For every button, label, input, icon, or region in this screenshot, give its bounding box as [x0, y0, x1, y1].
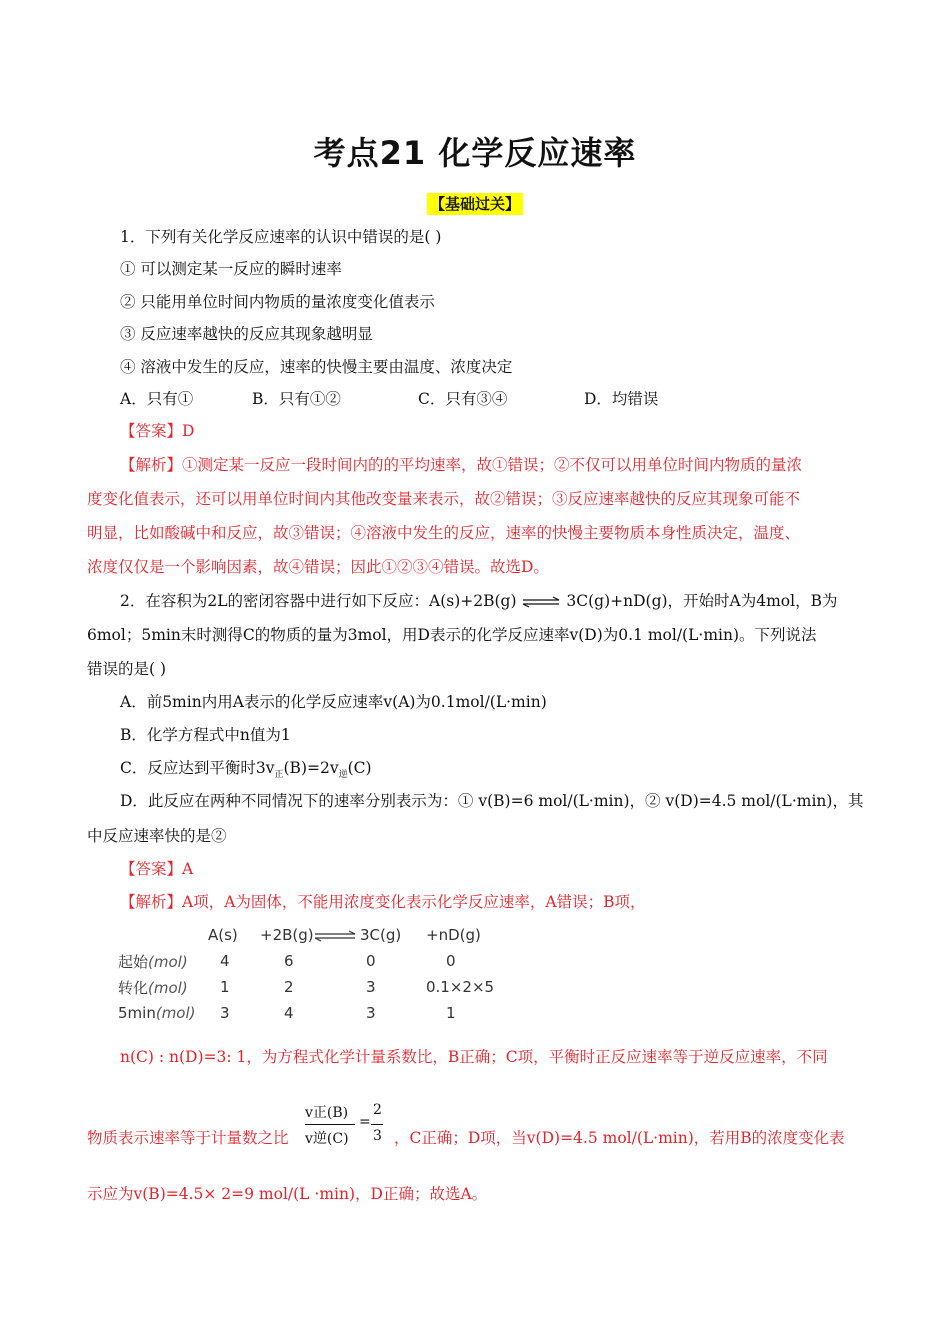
section-badge-wrap	[0, 193, 950, 215]
q2-option-c-sub-forward: 正	[274, 770, 284, 781]
table-header-cell	[260, 922, 360, 948]
q2-option-c-post: (C)	[347, 759, 372, 777]
table-cell: 3	[220, 1004, 230, 1022]
row-unit: (mol)	[148, 978, 188, 997]
q1-option-c: C．只有③④	[418, 390, 508, 408]
row-label-text: 5min	[118, 1004, 156, 1022]
q2-analysis-line-2: n(C) : n(D)=3: 1，为方程式化学计量系数比，B正确；C项，平衡时正反应速率等于逆反应速率，不同	[120, 1048, 828, 1066]
q2-option-c-sub-reverse: 逆	[338, 770, 348, 781]
section-badge: 【基础过关】	[427, 193, 523, 215]
table-cell: 6	[284, 952, 294, 970]
table-row-label	[118, 1000, 208, 1026]
q1-analysis-line-4: 浓度仅仅是一个影响因素，故④错误；因此①②③④错误。故选D。	[87, 558, 549, 576]
q2-stem-part-a: 2．在容积为2L的密闭容器中进行如下反应：A(s)+2B(g)	[120, 592, 517, 610]
table-row	[118, 948, 516, 974]
q2-analysis-line-1: 【解析】A项，A为固体，不能用浓度变化表示化学反应速率，A错误；B项，	[120, 893, 646, 911]
fraction-result-denominator: 3	[373, 1128, 382, 1144]
q1-option-b: B．只有①②	[252, 390, 341, 408]
stoichiometry-table	[118, 922, 516, 1026]
q2-option-b: B．化学方程式中n值为1	[120, 726, 291, 744]
table-header-cell: A(s)	[208, 926, 238, 944]
table-cell: 4	[220, 952, 230, 970]
table-row	[118, 974, 516, 1000]
row-label-text: 转化	[118, 978, 149, 997]
q2-stem-line-2: 6mol；5min末时测得C的物质的量为3mol，用D表示的化学反应速率v(D)为0.1 mol/(L·min)。下列说法	[87, 626, 817, 644]
q2-answer: 【答案】A	[120, 860, 194, 878]
q1-analysis-line-2: 度变化值表示，还可以用单位时间内其他改变量来表示，故②错误；③反应速率越快的反应其现象可能不	[87, 490, 801, 508]
row-label-text: 起始	[118, 952, 149, 971]
table-cell: 0	[446, 952, 456, 970]
q1-item-2: ② 只能用单位时间内物质的量浓度变化值表示	[120, 293, 435, 311]
row-unit: (mol)	[148, 952, 188, 971]
equilibrium-arrow-icon	[314, 930, 356, 942]
table-row-label	[118, 974, 208, 1000]
table-header-cell-b: +2B(g)	[260, 926, 314, 944]
q2-analysis-line-3-pre: 物质表示速率等于计量数之比	[87, 1129, 289, 1147]
q2-option-c-pre: C．反应达到平衡时3v	[120, 759, 275, 777]
fraction-numerator: v正(B)	[305, 1105, 349, 1121]
table-cell: 4	[284, 1004, 294, 1022]
q2-stem-line-3: 错误的是( )	[87, 660, 167, 678]
fraction-result-numerator: 2	[373, 1102, 382, 1118]
q2-option-c-mid: (B)=2v	[283, 759, 339, 777]
q1-stem: 1．下列有关化学反应速率的认识中错误的是( )	[120, 228, 442, 246]
q2-option-d-line-1: D．此反应在两种不同情况下的速率分别表示为：① v(B)=6 mol/(L·min)，② v(D)=4.5 mol/(L·min)，其	[120, 792, 864, 810]
table-row-label	[118, 948, 208, 974]
fraction-bar	[305, 1124, 355, 1125]
table-cell: 1	[220, 978, 230, 996]
q2-analysis-line-4: 示应为v(B)=4.5× 2=9 mol/(L ·min)，D正确；故选A。	[87, 1185, 488, 1203]
table-cell: 2	[284, 978, 294, 996]
q2-option-a: A．前5min内用A表示的化学反应速率v(A)为0.1mol/(L·min)	[120, 693, 547, 711]
q2-option-d-line-2: 中反应速率快的是②	[87, 827, 227, 845]
q1-analysis-line-1: 【解析】①测定某一反应一段时间内的的平均速率，故①错误；②不仅可以用单位时间内物质的量浓	[120, 456, 803, 474]
table-row	[118, 1000, 516, 1026]
row-unit: (mol)	[155, 1004, 196, 1022]
table-cell: 3	[366, 978, 376, 996]
table-header-cell: +nD(g)	[426, 926, 481, 944]
q1-item-1: ① 可以测定某一反应的瞬时速率	[120, 260, 342, 278]
table-cell: 1	[446, 1004, 456, 1022]
q2-stem-part-b: 3C(g)+nD(g)，开始时A为4mol，B为	[566, 592, 838, 610]
q1-option-a: A．只有①	[120, 390, 194, 408]
q2-stem-line-1	[120, 590, 837, 612]
q1-option-d: D．均错误	[584, 390, 659, 408]
fraction-result-bar	[371, 1124, 383, 1125]
page-title: 考点21 化学反应速率	[313, 134, 637, 172]
table-cell: 3	[366, 1004, 376, 1022]
table-header-cell: 3C(g)	[360, 926, 402, 944]
q2-option-c	[120, 757, 372, 786]
table-cell: 0.1×2×5	[426, 978, 495, 996]
q1-item-3: ③ 反应速率越快的反应其现象越明显	[120, 325, 373, 343]
table-header-row	[118, 922, 516, 948]
equilibrium-arrow-icon	[521, 596, 561, 608]
q1-item-4: ④ 溶液中发生的反应，速率的快慢主要由温度、浓度决定	[120, 358, 513, 376]
q1-answer: 【答案】D	[120, 422, 195, 440]
rate-ratio-fraction	[305, 1102, 385, 1152]
fraction-equals: =	[359, 1114, 371, 1130]
table-cell: 0	[366, 952, 376, 970]
q1-analysis-line-3: 明显，比如酸碱中和反应，故③错误；④溶液中发生的反应，速率的快慢主要物质本身性质决定，温度、	[87, 524, 801, 542]
fraction-denominator: v逆(C)	[305, 1131, 349, 1147]
q2-analysis-line-3-post: ，C正确；D项，当v(D)=4.5 mol/(L·min)，若用B的浓度变化表	[394, 1129, 845, 1147]
